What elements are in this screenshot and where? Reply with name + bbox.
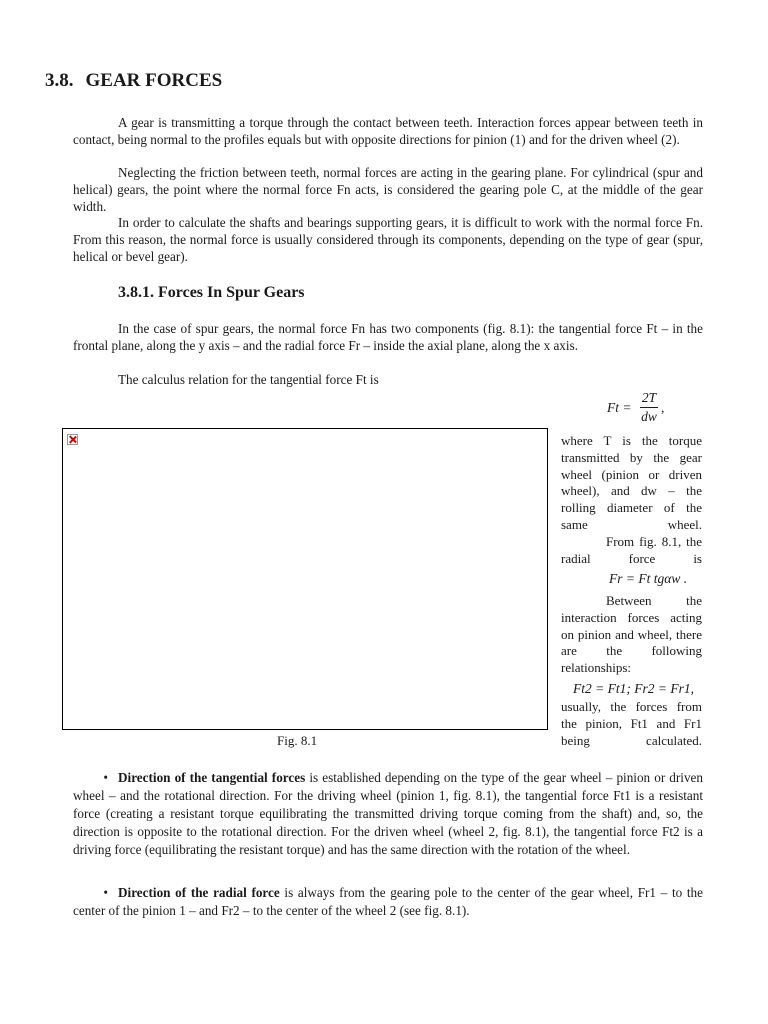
side-paragraph-1: where T is the torque transmitted by the gear wheel (pinion or driven wheel), and dw – the rolling diameter of the same wheel. [561, 433, 702, 532]
intro-paragraph-3: In order to calculate the shafts and bearings supporting gears, it is difficult to work with the normal force Fn. From this reason, the normal force is usually considered through its components, depending on the type of gear (spur, helical or bevel gear). [73, 215, 703, 264]
bullet-radial-head: Direction of the radial force [118, 885, 280, 900]
side-paragraph-3: Between the interaction forces acting on pinion and wheel, there are the following relationships: [561, 593, 702, 676]
formula-ft-numerator: 2T [641, 390, 657, 405]
bullet-tangential-text: is established depending on the type of the gear wheel – pinion or driven wheel – and the rotational direction. For the driving wheel (pinion 1, fig. 8.1), the tangential force Ft1 is a resistant force (creating a resistant torque equilibrating the transmitted driving torque coming from the shaft) and, so, the direction is opposite to the rotational direction. For the driven wheel (wheel 2, fig. 8.1), the tangential force Ft2 is a driving force (equilibrating the resistant torque) and has the same direction with the rotation of the wheel. [73, 770, 703, 857]
formula-relationships: Ft2 = Ft1; Fr2 = Fr1, [573, 681, 694, 696]
spur-paragraph-2: The calculus relation for the tangential force Ft is [118, 372, 379, 387]
figure-frame [62, 428, 548, 730]
formula-fr: Fr = Ft tgαw . [609, 571, 688, 586]
bullet-dot: • [103, 770, 108, 785]
formula-ft-fraction [640, 390, 658, 425]
bullet-radial-text: is always from the gearing pole to the center of the gear wheel, Fr1 – to the center of the pinion 1 – and Fr2 – to the center of the wheel 2 (see fig. 8.1). [73, 885, 703, 918]
bullet-tangential [73, 769, 703, 859]
side-paragraph-4: usually, the forces from the pinion, Ft1 and Fr1 being calculated. [561, 699, 702, 748]
side-paragraph-2: From fig. 8.1, the radial force is [561, 534, 702, 566]
section-number: 3.8. [45, 70, 74, 91]
intro-paragraph-2: Neglecting the friction between teeth, normal forces are acting in the gearing plane. For cylindrical (spur and helical) gears, the point where the normal force Fn acts, is considered the gearing pole C, at the middle of the gear width. [73, 165, 703, 214]
section-heading [45, 70, 222, 92]
subsection-heading: 3.8.1. Forces In Spur Gears [118, 284, 305, 301]
bullet-radial [73, 884, 703, 920]
section-title: GEAR FORCES [85, 70, 223, 91]
bullet-dot: • [103, 885, 108, 900]
intro-paragraph-1: A gear is transmitting a torque through the contact between teeth. Interaction forces appear between teeth in contact, being normal to the profiles equals but with opposite directions for pinion (1) and for the driven wheel (2). [73, 115, 703, 147]
formula-ft-denominator: dw [641, 409, 657, 424]
bullet-tangential-head: Direction of the tangential forces [118, 770, 306, 785]
broken-image-icon [67, 434, 78, 445]
fraction-bar [640, 407, 658, 408]
figure-caption: Fig. 8.1 [277, 733, 318, 748]
spur-paragraph-1: In the case of spur gears, the normal force Fn has two components (fig. 8.1): the tangential force Ft – in the frontal plane, along the y axis – and the radial force Fr – inside the axial plane, along the x axis. [73, 321, 703, 353]
formula-ft-suffix: , [661, 400, 665, 415]
formula-ft-lhs: Ft = [607, 400, 632, 415]
